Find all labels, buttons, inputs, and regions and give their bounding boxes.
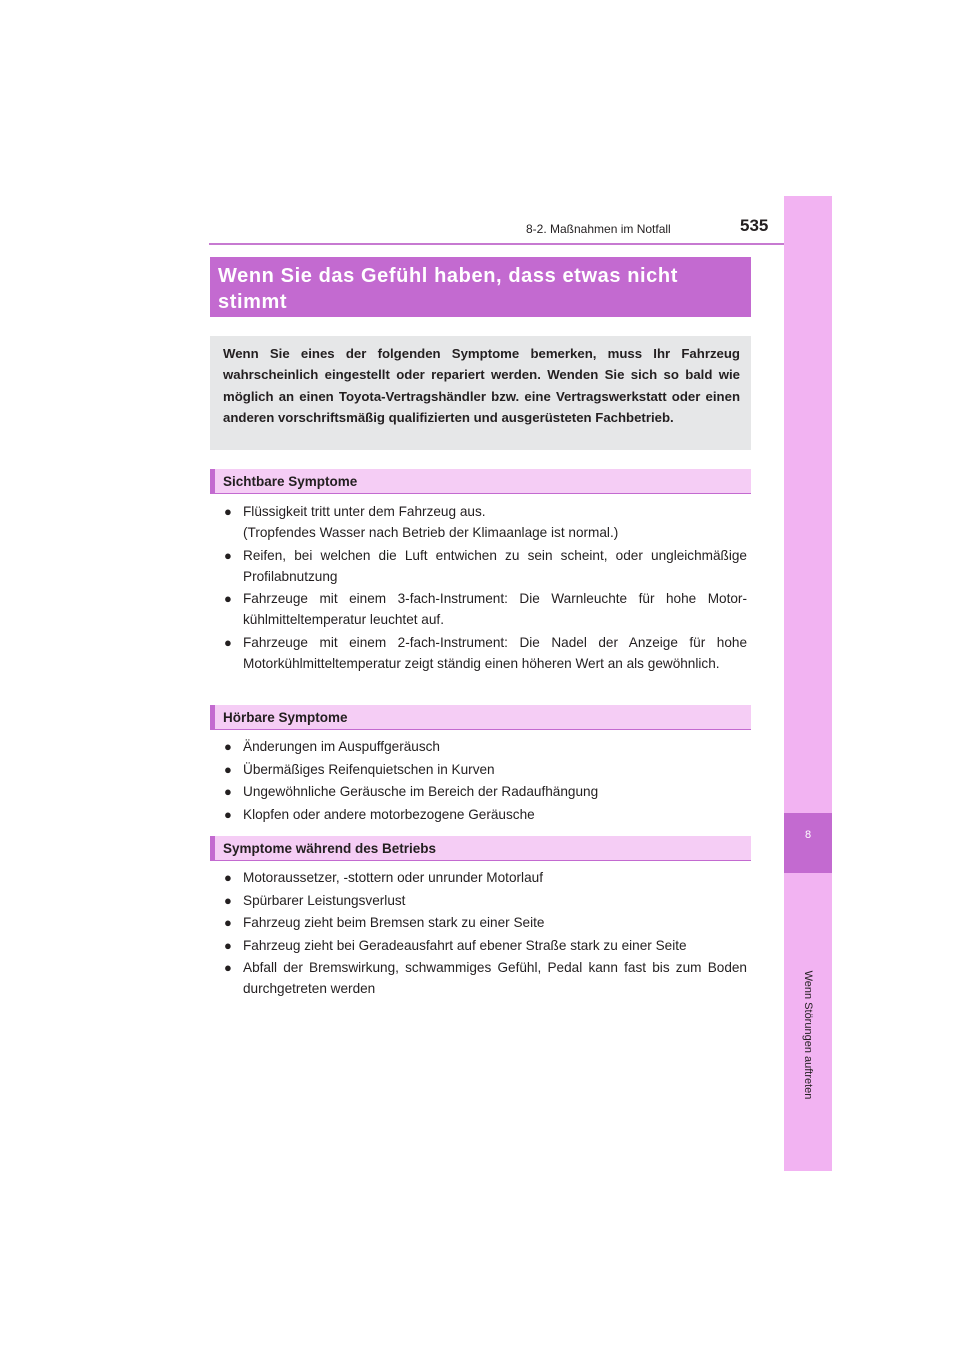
list-item-text: Übermäßiges Reifenquietschen in Kurven bbox=[243, 761, 495, 777]
section-heading-visible bbox=[210, 469, 751, 494]
list-item-text: Änderungen im Auspuffgeräusch bbox=[243, 739, 440, 754]
bullet-icon: ● bbox=[224, 806, 232, 822]
intro-box bbox=[210, 336, 751, 450]
list-item-text: Fahrzeug zieht bei Geradeausfahrt auf ebener Straße stark zu einer Seite bbox=[243, 937, 687, 953]
list-item-text: Ungewöhnliche Geräusche im Bereich der Radaufhängung bbox=[243, 784, 599, 799]
page-title: Wenn Sie das Gefühl haben, dass etwas nicht stimmt bbox=[218, 265, 678, 313]
bullet-icon: ● bbox=[224, 634, 232, 650]
list-item-text: Fahrzeuge mit einem 2-fach-Instrument: Die Nadel der Anzeige für hohe Motorkühlmitteltemperatur zeigt ständig einen höheren Wert an als gewöhnlich. bbox=[243, 634, 747, 671]
list-item bbox=[224, 935, 747, 956]
list-item bbox=[224, 545, 747, 587]
list-item bbox=[224, 804, 747, 825]
intro-text: Wenn Sie eines der folgenden Symptome bemerken, muss Ihr Fahrzeug wahrscheinlich eingestellt oder repariert werden. Wenden Sie sich so bald wie möglich an einen Toyota-Vertragshändler bzw. eine Vertragswerkstatt oder einen anderen vorschriftsmäßig qualifizierten und ausgerüsteten Fachbetrieb. bbox=[223, 346, 740, 425]
chapter-number: 8 bbox=[784, 813, 832, 873]
list-item-text: Fahrzeug zieht beim Bremsen stark zu einer Seite bbox=[243, 915, 545, 930]
list-item bbox=[224, 957, 747, 999]
section-heading-label: Sichtbare Symptome bbox=[223, 474, 358, 489]
list-operation-symptoms bbox=[224, 867, 747, 1001]
bullet-icon: ● bbox=[224, 784, 232, 799]
list-item bbox=[224, 588, 747, 630]
chapter-label: Wenn Störungen auftreten bbox=[802, 970, 814, 1100]
list-item-text: Flüssigkeit tritt unter dem Fahrzeug aus. (Tropfendes Wasser nach Betrieb der Klimaanlage ist normal.) bbox=[243, 504, 619, 540]
list-item-text: Klopfen oder andere motorbezogene Geräusche bbox=[243, 806, 535, 822]
list-item bbox=[224, 912, 747, 933]
bullet-icon: ● bbox=[224, 761, 232, 777]
bullet-icon: ● bbox=[224, 504, 232, 519]
list-item-text: Motoraussetzer, -stottern oder unrunder Motorlauf bbox=[243, 870, 543, 885]
list-audible-symptoms bbox=[224, 736, 747, 826]
list-item bbox=[224, 781, 747, 802]
list-item-text: Reifen, bei welchen die Luft entwichen zu sein scheint, oder ungleichmäßige Profilabnutzung bbox=[243, 547, 747, 584]
bullet-icon: ● bbox=[224, 892, 232, 908]
list-item bbox=[224, 501, 747, 543]
list-item bbox=[224, 632, 747, 674]
page-number: 535 bbox=[740, 216, 769, 235]
section-heading-audible bbox=[210, 705, 751, 730]
list-item-text: Fahrzeuge mit einem 3-fach-Instrument: Die Warnleuchte für hohe Motorkühlmitteltemperatur leuchtet auf. bbox=[243, 591, 747, 627]
title-banner bbox=[210, 257, 751, 317]
list-item bbox=[224, 759, 747, 780]
section-reference: 8-2. Maßnahmen im Notfall bbox=[526, 222, 671, 236]
bullet-icon: ● bbox=[224, 870, 232, 885]
bullet-icon: ● bbox=[224, 915, 232, 930]
bullet-icon: ● bbox=[224, 547, 232, 563]
list-item-text: Spürbarer Leistungsverlust bbox=[243, 892, 406, 908]
chapter-tab-upper bbox=[784, 196, 832, 813]
list-visible-symptoms bbox=[224, 501, 747, 675]
list-item bbox=[224, 867, 747, 888]
bullet-icon: ● bbox=[224, 739, 232, 754]
list-item bbox=[224, 890, 747, 911]
header-divider bbox=[209, 243, 832, 245]
bullet-icon: ● bbox=[224, 960, 232, 975]
bullet-icon: ● bbox=[224, 937, 232, 953]
list-item-text: Abfall der Bremswirkung, schwammiges Gefühl, Pedal kann fast bis zum Boden durchgetreten werden bbox=[243, 960, 747, 996]
section-heading-label: Symptome während des Betriebs bbox=[223, 841, 437, 856]
bullet-icon: ● bbox=[224, 591, 232, 606]
list-item bbox=[224, 736, 747, 757]
section-heading-operation bbox=[210, 836, 751, 861]
section-heading-label: Hörbare Symptome bbox=[223, 710, 348, 725]
